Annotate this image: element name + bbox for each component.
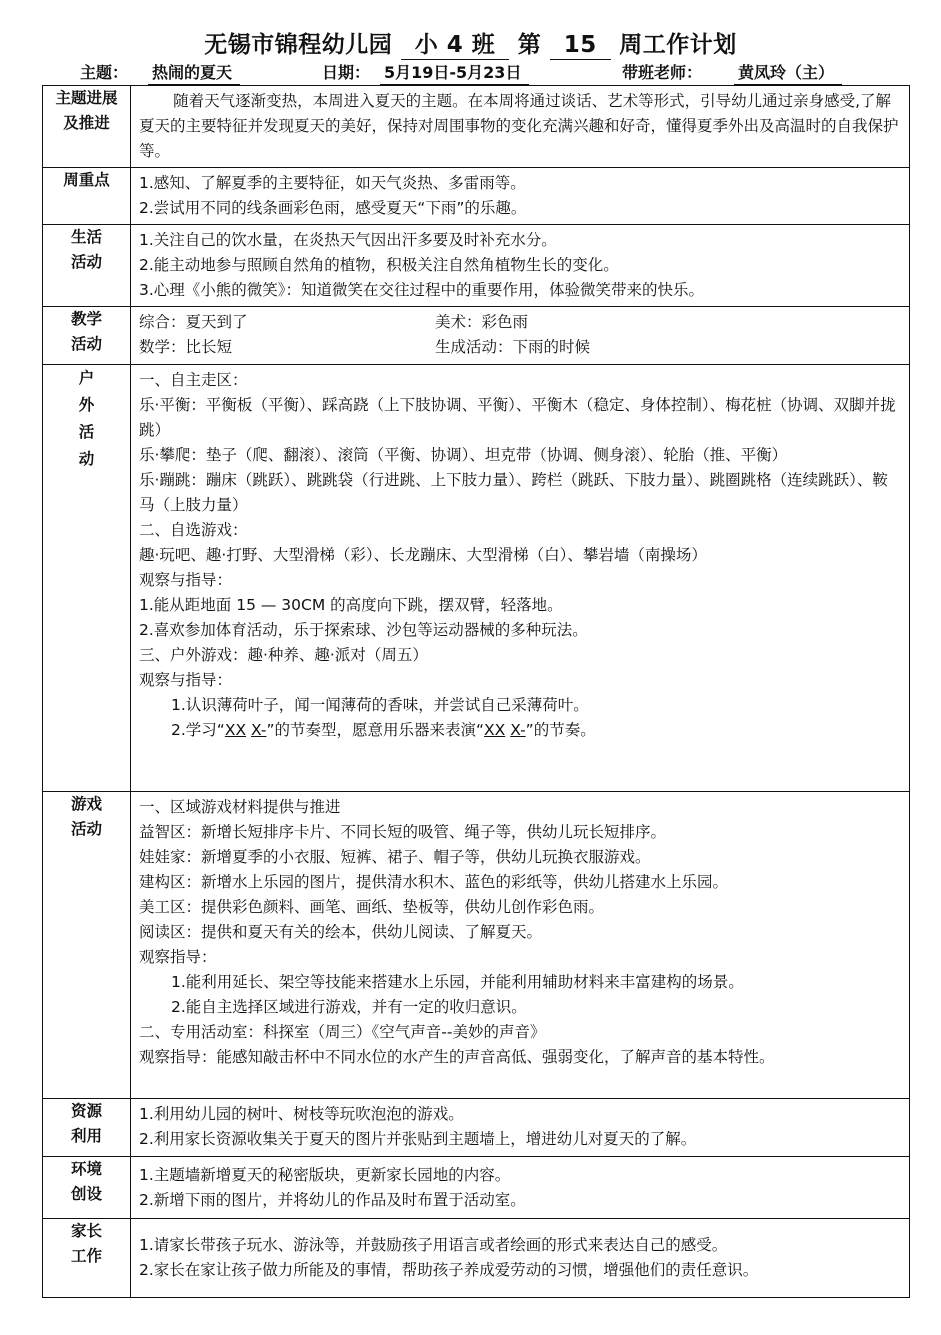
games-line: 2.能自主选择区域进行游戏，并有一定的收归意识。 xyxy=(171,998,527,1016)
teacher-value: 黄凤玲（主） xyxy=(734,60,842,85)
outdoor-line: 乐·平衡：平衡板（平衡）、踩高跷（上下肢协调、平衡）、平衡木（稳定、身体控制）、梅花桩（协调、双脚并拢跳） xyxy=(139,396,896,439)
games-line: 阅读区：提供和夏天有关的绘本，供幼儿阅读、了解夏天。 xyxy=(139,923,543,941)
row-outdoor xyxy=(43,365,910,792)
outdoor-line: 乐·攀爬：垫子（爬、翻滚）、滚筒（平衡、协调）、坦克带（协调、侧身滚）、轮胎（推、平衡） xyxy=(139,446,788,464)
theme-progress-text: 随着天气逐渐变热，本周进入夏天的主题。在本周将通过谈话、艺术等形式，引导幼儿通过亲身感受,了解夏天的主要特征并发现夏天的美好，保持对周围事物的变化充满兴趣和好奇，懂得夏季外出及高温时的自我保护等。 xyxy=(139,92,899,160)
games-line: 观察指导：能感知敲击杯中不同水位的水产生的声音高低、强弱变化，了解声音的基本特性。 xyxy=(139,1048,775,1066)
outdoor-line: 观察与指导： xyxy=(139,671,233,689)
label-parents: 家长工作 xyxy=(70,1222,102,1265)
week-number: 15 xyxy=(550,31,611,60)
rhythm-text: 2.学习“ xyxy=(171,721,225,739)
class-name: 小 4 班 xyxy=(401,31,510,60)
teaching-item: 美术：彩色雨 xyxy=(435,313,529,331)
row-weekly-focus xyxy=(43,168,910,225)
outdoor-line: 观察与指导： xyxy=(139,571,233,589)
games-line: 益智区：新增长短排序卡片、不同长短的吸管、绳子等，供幼儿玩长短排序。 xyxy=(139,823,667,841)
outdoor-line: 乐·蹦跳：蹦床（跳跃）、跳跳袋（行进跳、上下肢力量）、跨栏（跳跃、下肢力量）、跳圈跳格（连续跳跃）、鞍马（上肢力量） xyxy=(139,471,888,514)
parents-line: 1.请家长带孩子玩水、游泳等，并鼓励孩子用语言或者绘画的形式来表达自己的感受。 xyxy=(139,1236,728,1254)
rhythm-notation: XX xyxy=(484,721,506,739)
life-line: 1.关注自己的饮水量，在炎热天气因出汗多要及时补充水分。 xyxy=(139,231,557,249)
rhythm-notation: X- xyxy=(251,721,267,739)
outdoor-line: 三、户外游戏：趣·种养、趣·派对（周五） xyxy=(139,646,428,664)
games-line: 娃娃家：新增夏季的小衣服、短裤、裙子、帽子等，供幼儿玩换衣服游戏。 xyxy=(139,848,651,866)
rhythm-notation: XX xyxy=(224,721,247,739)
environment-line: 1.主题墙新增夏天的秘密版块，更新家长园地的内容。 xyxy=(139,1165,511,1184)
row-teaching xyxy=(43,307,910,365)
row-theme-progress xyxy=(43,86,910,168)
label-weekly-focus: 周重点 xyxy=(43,168,131,225)
rhythm-text: ”的节奏。 xyxy=(525,721,596,739)
row-games xyxy=(43,792,910,1099)
parents-line: 2.家长在家让孩子做力所能及的事情，帮助孩子养成爱劳动的习惯，增强他们的责任意识。 xyxy=(139,1261,759,1279)
games-line: 1.能利用延长、架空等技能来搭建水上乐园，并能利用辅助材料来丰富建构的场景。 xyxy=(171,973,744,991)
rhythm-line xyxy=(139,718,903,743)
resources-line: 1.利用幼儿园的树叶、树枝等玩吹泡泡的游戏。 xyxy=(139,1105,464,1123)
resources-line: 2.利用家长资源收集关于夏天的图片并张贴到主题墙上，增进幼儿对夏天的了解。 xyxy=(139,1130,697,1148)
page-title xyxy=(0,26,941,60)
games-line: 一、区域游戏材料提供与推进 xyxy=(139,798,341,816)
teaching-item: 综合：夏天到了 xyxy=(139,313,248,331)
row-resources xyxy=(43,1099,910,1157)
focus-line: 1.感知、了解夏季的主要特征，如天气炎热、多雷雨等。 xyxy=(139,174,526,192)
label-outdoor: 户外活动 xyxy=(78,369,95,468)
label-resources: 资源利用 xyxy=(70,1102,102,1145)
outdoor-line: 1.能从距地面 15 — 30CM 的高度向下跳，摆双臂，轻落地。 xyxy=(139,596,563,614)
label-life: 生活活动 xyxy=(70,228,102,271)
outdoor-line: 二、自选游戏： xyxy=(139,521,248,539)
rhythm-text: ”的节奏型，愿意用乐器来表演“ xyxy=(266,721,485,739)
date-value: 5月19日-5月23日 xyxy=(380,60,529,85)
school-name: 无锡市锦程幼儿园 xyxy=(204,32,393,58)
teaching-item: 数学：比长短 xyxy=(139,338,233,356)
row-parents xyxy=(43,1219,910,1298)
label-environment: 环境创设 xyxy=(70,1160,102,1203)
week-suffix: 周工作计划 xyxy=(619,32,737,58)
environment-line: 2.新增下雨的图片，并将幼儿的作品及时布置于活动室。 xyxy=(139,1190,526,1209)
theme-label: 主题： xyxy=(80,63,129,82)
date-label: 日期： xyxy=(322,63,371,82)
weekly-plan-table xyxy=(42,85,910,1298)
rhythm-notation: X- xyxy=(510,721,526,739)
teacher-label: 带班老师： xyxy=(622,63,703,82)
games-line: 二、专用活动室：科探室（周三）《空气声音--美妙的声音》 xyxy=(139,1023,546,1041)
games-line: 建构区：新增水上乐园的图片，提供清水积木、蓝色的彩纸等，供幼儿搭建水上乐园。 xyxy=(139,873,729,891)
label-teaching: 教学活动 xyxy=(70,310,102,353)
outdoor-line: 一、自主走区： xyxy=(139,371,248,389)
outdoor-line: 趣·玩吧、趣·打野、大型滑梯（彩）、长龙蹦床、大型滑梯（白）、攀岩墙（南操场） xyxy=(139,546,707,564)
week-prefix: 第 xyxy=(517,32,542,58)
label-theme-progress: 主题进展及推进 xyxy=(55,89,118,132)
row-life xyxy=(43,225,910,307)
outdoor-line: 2.喜欢参加体育活动，乐于探索球、沙包等运动器械的多种玩法。 xyxy=(139,621,588,639)
teaching-item: 生成活动：下雨的时候 xyxy=(435,338,591,356)
life-line: 2.能主动地参与照顾自然角的植物，积极关注自然角植物生长的变化。 xyxy=(139,256,619,274)
focus-line: 2.尝试用不同的线条画彩色雨，感受夏天“下雨”的乐趣。 xyxy=(139,199,527,217)
outdoor-line: 1.认识薄荷叶子，闻一闻薄荷的香味，并尝试自己采薄荷叶。 xyxy=(171,696,589,714)
games-line: 观察指导： xyxy=(139,948,217,966)
label-games: 游戏活动 xyxy=(70,795,102,838)
theme-value: 热闹的夏天 xyxy=(148,60,240,85)
life-line: 3.心理《小熊的微笑》：知道微笑在交往过程中的重要作用，体验微笑带来的快乐。 xyxy=(139,281,705,299)
row-environment xyxy=(43,1157,910,1219)
games-line: 美工区：提供彩色颜料、画笔、画纸、垫板等，供幼儿创作彩色雨。 xyxy=(139,898,605,916)
plan-subheader xyxy=(0,60,941,84)
